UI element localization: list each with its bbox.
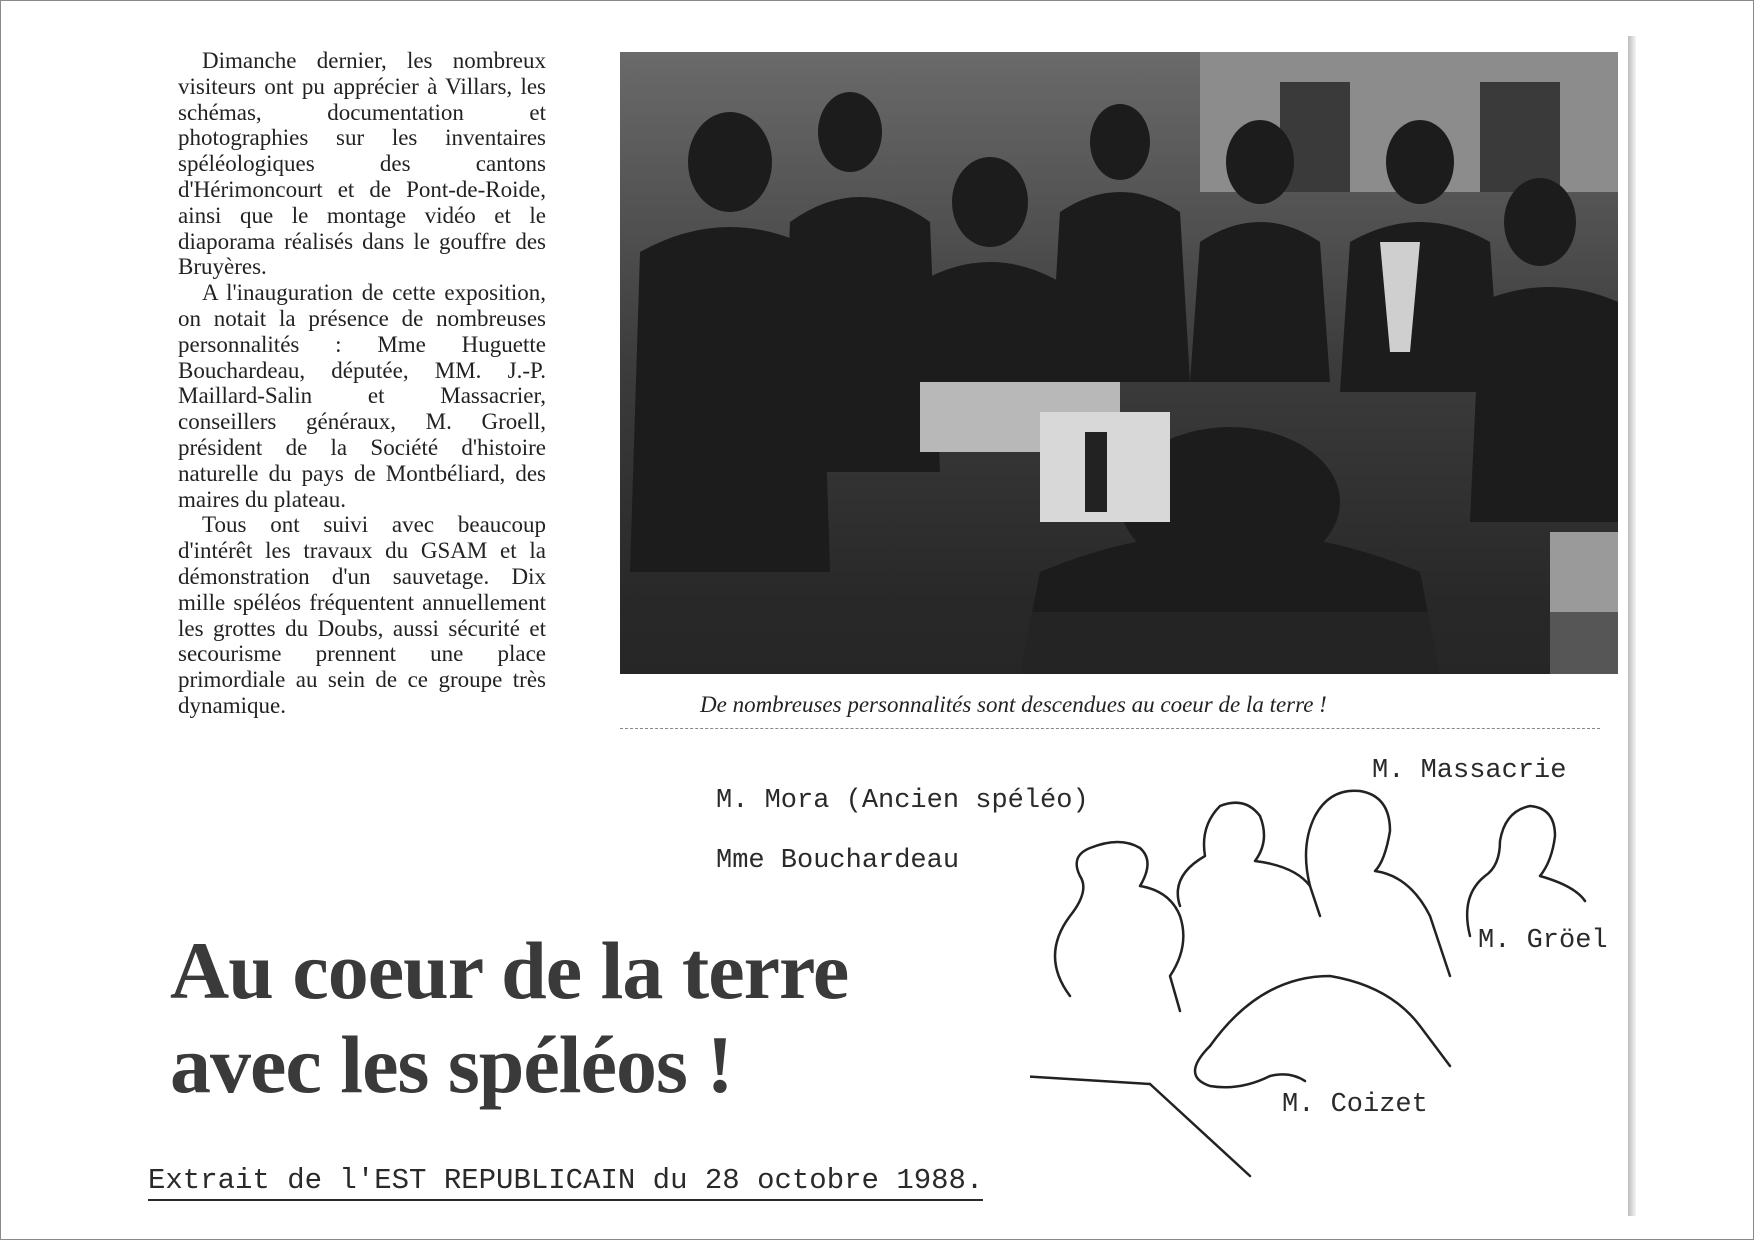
outline-figure-massacrier xyxy=(1467,806,1585,936)
news-photo xyxy=(620,52,1618,674)
outline-figure-bouchardeau xyxy=(1055,842,1183,1011)
article-paragraph: A l'inauguration de cette exposition, on notait la présence de nombreuses personnalités : Mme Huguette Bouchardeau, députée, MM. J.-P. Maillard-Salin et Massacrier, conseillers généraux, M. Groell, président de la Société d'histoire naturelle du pays de Montbéliard, des maires du plateau. xyxy=(178,280,546,512)
article-paragraph: Dimanche dernier, les nombreux visiteurs ont pu apprécier à Villars, les schémas, documentation et photographies sur les inventaires spéléologiques des cantons d'Hérimoncourt et de Pont-de-Roide, ainsi que le montage vidéo et le diaporama réalisés dans le gouffre des Bruyères. xyxy=(178,48,546,280)
scan-edge-shadow xyxy=(1628,36,1636,1216)
headline-line-1: Au coeur de la terre xyxy=(170,925,849,1016)
photo-crowd-illustration xyxy=(620,52,1618,674)
outline-figure-mora xyxy=(1178,803,1320,916)
headline xyxy=(170,924,990,1112)
label-mora: M. Mora (Ancien spéléo) xyxy=(716,786,1089,816)
outline-figure-coizet xyxy=(1210,976,1450,1066)
outline-figure-center xyxy=(1306,791,1450,976)
outline-pointer-line xyxy=(1150,1084,1250,1176)
label-coizet: M. Coizet xyxy=(1282,1090,1428,1120)
label-bouchardeau: Mme Bouchardeau xyxy=(716,846,960,876)
label-groel: M. Gröel xyxy=(1478,926,1608,956)
people-outline-sketch xyxy=(1030,776,1630,1196)
article-paragraph: Tous ont suivi avec beaucoup d'intérêt les travaux du GSAM et la démonstration d'un sauvetage. Dix mille spéléos fréquentent annuellement les grottes du Doubs, aussi sécurité et secourisme prennent une place primordiale au sein de ce groupe très dynamique. xyxy=(178,512,546,718)
source-citation: Extrait de l'EST REPUBLICAIN du 28 octobre 1988. xyxy=(148,1164,983,1201)
outline-table-line xyxy=(1030,1076,1150,1084)
label-massacrier: M. Massacrie xyxy=(1372,756,1567,786)
headline-line-2: avec les spéléos ! xyxy=(170,1019,733,1110)
caption-divider xyxy=(620,728,1600,729)
photo-caption: De nombreuses personnalités sont descendues au coeur de la terre ! xyxy=(700,692,1327,717)
article-text xyxy=(178,48,546,719)
